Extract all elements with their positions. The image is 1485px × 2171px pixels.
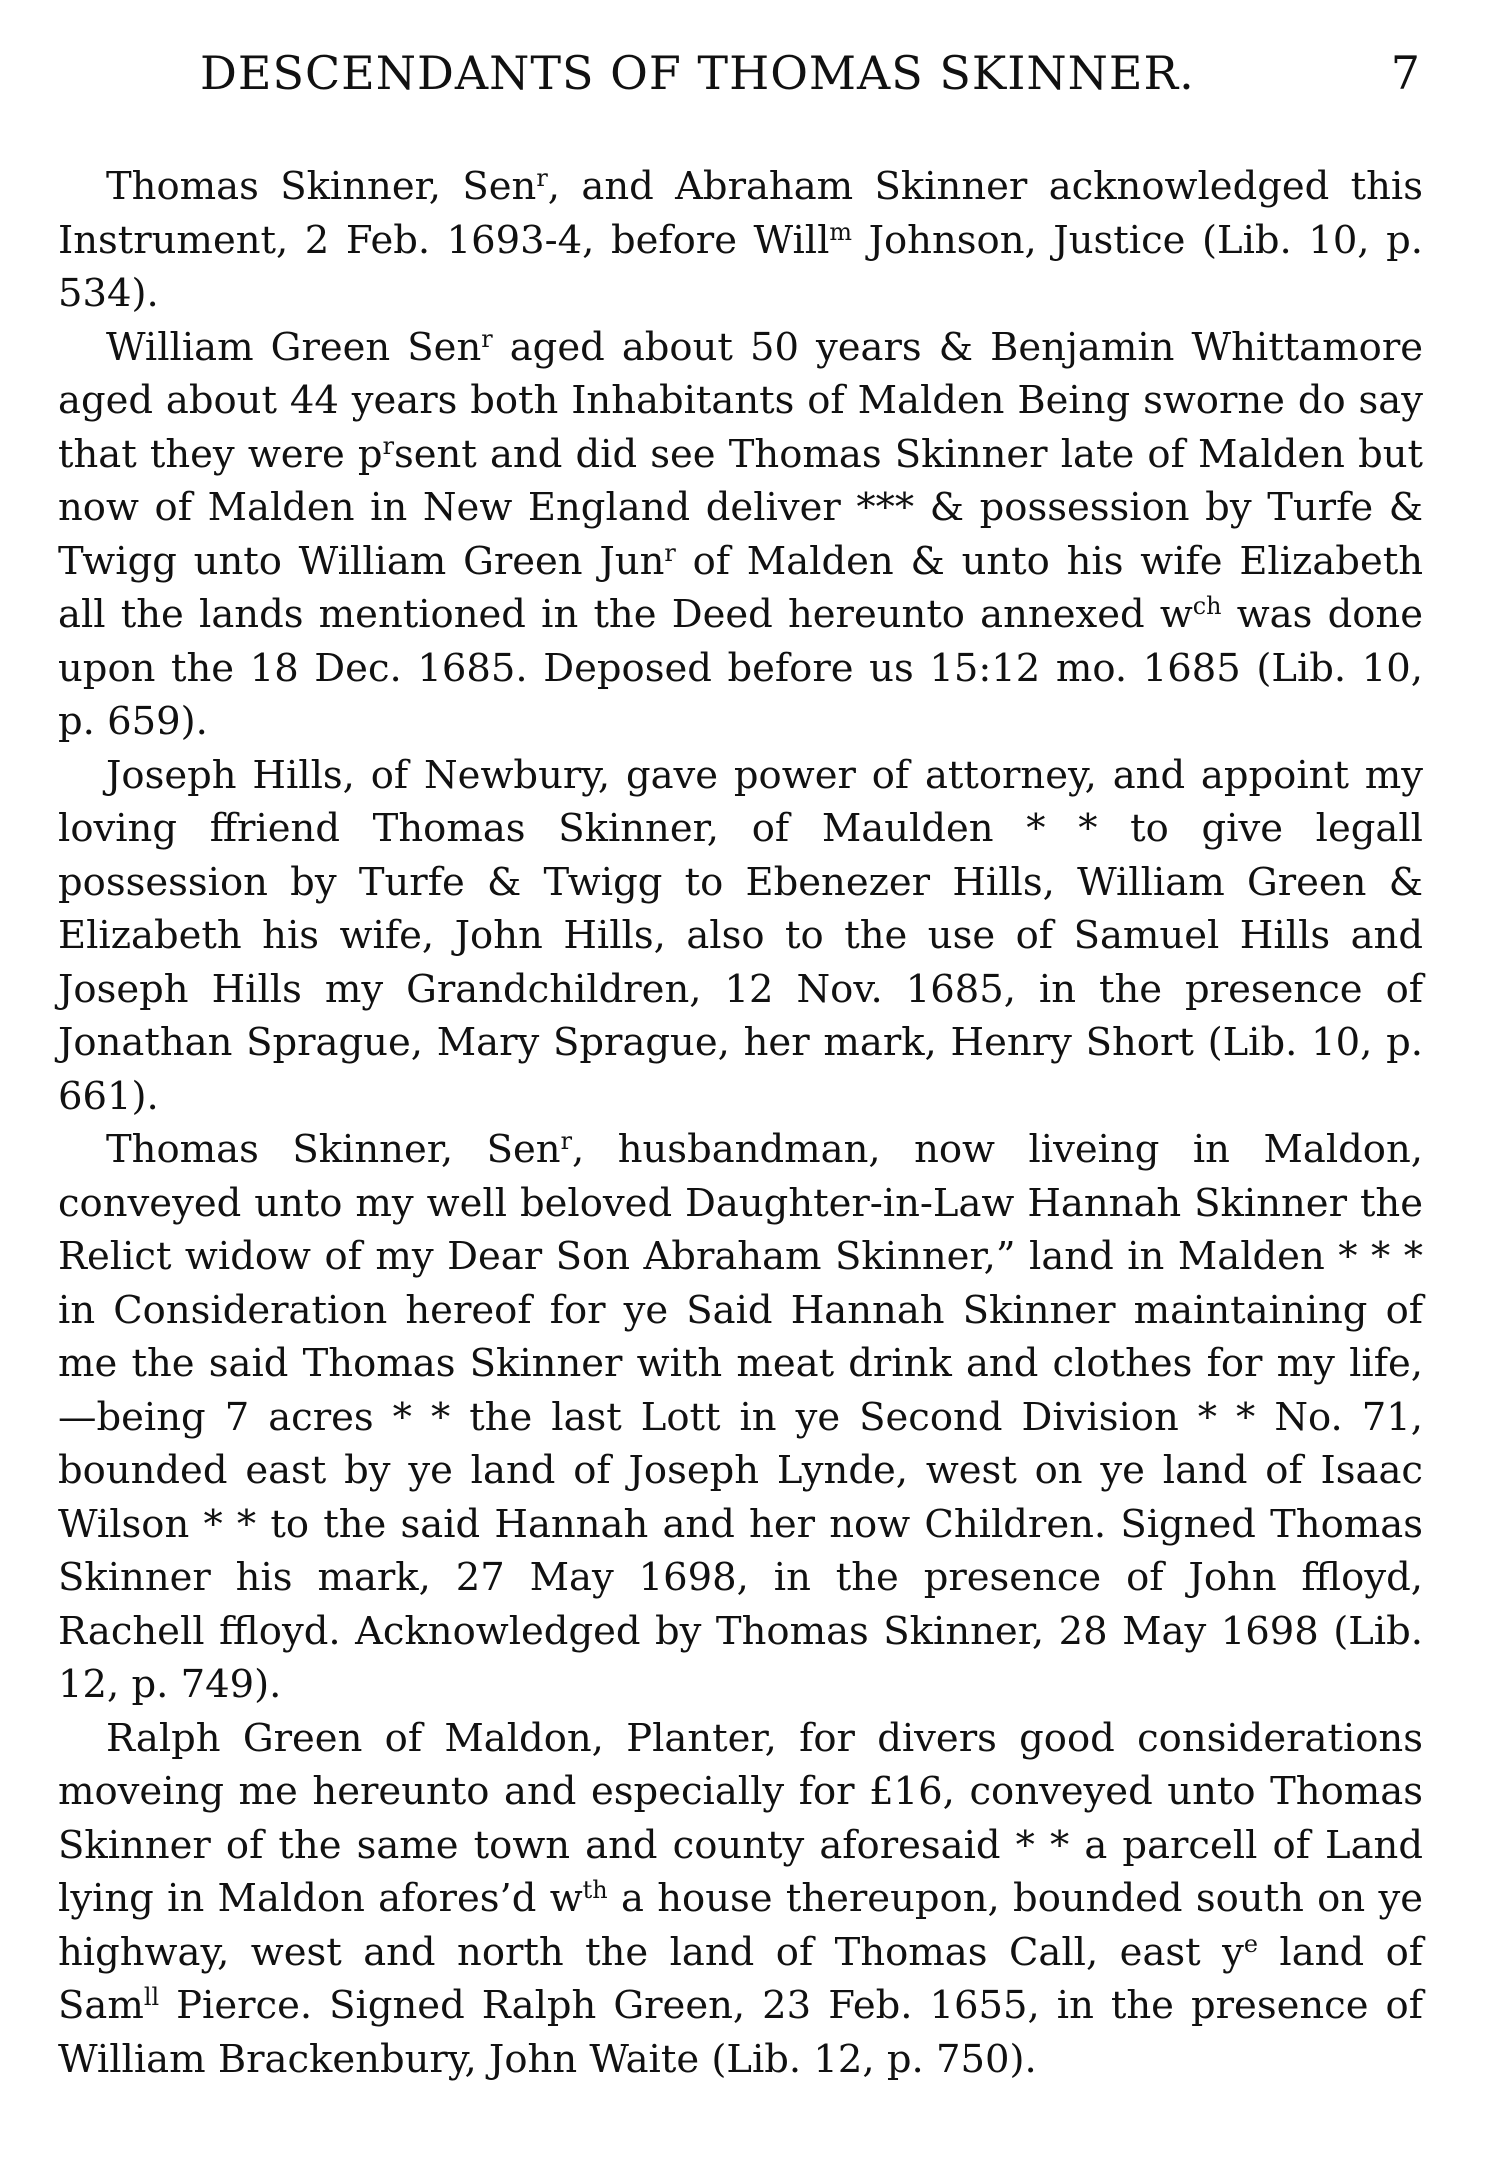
paragraph: [58, 160, 1423, 321]
text-run: sent and did see Thomas Skinner late of Malden but now of Malden in New England deliver *** & possession by Turfe & Twigg unto William Green Jun: [58, 431, 1423, 584]
text-run: Johnson, Justice (Lib. 10, p. 534).: [58, 217, 1423, 316]
superscript-abbreviation: th: [582, 1875, 608, 1904]
text-run: Pierce. Signed Ralph Green, 23 Feb. 1655, in the presence of William Brackenbury, John Waite (Lib. 12, p. 750).: [58, 1983, 1423, 2082]
paragraph: [58, 321, 1423, 749]
superscript-abbreviation: m: [829, 217, 853, 246]
text-run: Joseph Hills, of Newbury, gave power of attorney, and appoint my loving ffriend Thomas Skinner, of Maulden * * to give legall possession by Turfe & Twigg to Ebenezer Hills, William Green & Elizabeth his wife, John Hills, also to the use of Samuel Hills and Joseph Hills my Grandchildren, 12 Nov. 1685, in the presence of Jonathan Sprague, Mary Sprague, her mark, Henry Short (Lib. 10, p. 661).: [58, 752, 1423, 1119]
superscript-abbreviation: r: [560, 1126, 572, 1155]
text-run: of Malden & unto his wife Elizabeth all the lands mentioned in the Deed hereunto annexed w: [58, 538, 1423, 637]
text-run: , and Abraham Skinner acknowledged this Instrument, 2 Feb. 1693-4, before Will: [58, 164, 1423, 263]
text-run: , husbandman, now liveing in Maldon, conveyed unto my well beloved Daughter-in-Law Hannah Skinner the Relict widow of my Dear Son Abraham Skinner,” land in Malden * * * in Consideration hereof for ye Said Hannah Skinner maintaining of me the said Thomas Skinner with meat drink and clothes for my life,—being 7 acres * * the last Lott in ye Second Division * * No. 71, bounded east by ye land of Joseph Lynde, west on ye land of Isaac Wilson * * to the said Hannah and her now Children. Signed Thomas Skinner his mark, 27 May 1698, in the presence of John ffloyd, Rachell ffloyd. Acknowledged by Thomas Skinner, 28 May 1698 (Lib. 12, p. 749).: [58, 1127, 1424, 1707]
text-run: Thomas Skinner, Sen: [106, 164, 537, 209]
text-run: a house thereupon, bounded south on ye highway, west and north the land of Thomas Call, east y: [58, 1876, 1424, 1975]
superscript-abbreviation: ll: [143, 1982, 160, 2011]
text-run: aged about 50 years & Benjamin Whittamore aged about 44 years both Inhabitants of Malden Being sworne do say that they were p: [58, 324, 1424, 477]
text-run: was done upon the 18 Dec. 1685. Deposed before us 15:12 mo. 1685 (Lib. 10, p. 659).: [58, 592, 1423, 744]
text-run: William Green Sen: [106, 324, 482, 370]
superscript-abbreviation: r: [664, 538, 676, 567]
paragraph: [58, 749, 1423, 1124]
text-run: land of Sam: [58, 1929, 1423, 2028]
superscript-abbreviation: r: [382, 431, 394, 460]
superscript-abbreviation: ch: [1192, 591, 1222, 620]
text-run: Ralph Green of Maldon, Planter, for divers good considerations moveing me hereunto and especially for £16, conveyed unto Thomas Skinner of the same town and county aforesaid * * a parcell of Land lying in Maldon afores’d w: [58, 1715, 1423, 1921]
page-number: 7: [1390, 46, 1420, 100]
paragraph: [58, 1123, 1423, 1712]
paragraph: [58, 1712, 1423, 2087]
body-text: [58, 160, 1423, 2086]
superscript-abbreviation: r: [536, 163, 548, 192]
superscript-abbreviation: e: [1243, 1929, 1258, 1958]
page-header: [200, 38, 1420, 108]
superscript-abbreviation: r: [481, 324, 493, 353]
running-head: DESCENDANTS OF THOMAS SKINNER.: [200, 46, 1195, 100]
text-run: Thomas Skinner, Sen: [106, 1127, 561, 1172]
